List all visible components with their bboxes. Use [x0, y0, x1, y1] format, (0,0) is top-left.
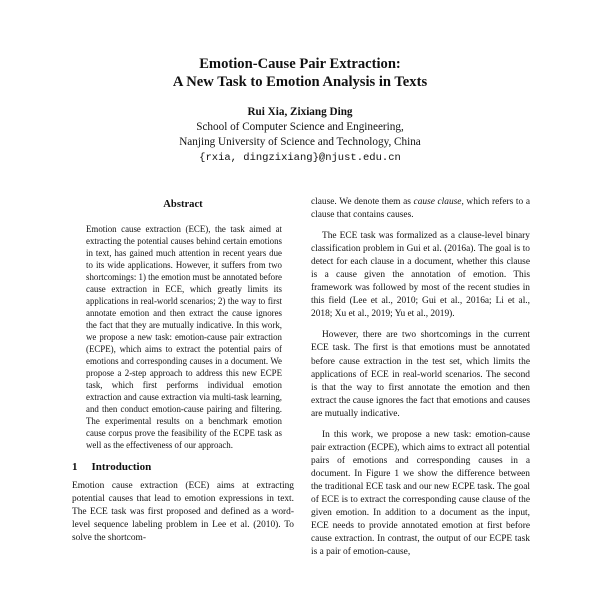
body-paragraph-2: The ECE task was formalized as a clause-level binary classification problem in Gui et al. (2016a). The goal is to detect for each clause in a document, whether this clause is a cause given the annotation of emotion. This framework was followed by most of the recent studies in this field (Lee et al., 2010; Gui et al., 2016a; Li et al., 2018; Xu et al., 2019; Yu et al., 2019).	[311, 231, 530, 320]
affiliation-line-2: Nanjing University of Science and Technology, China	[179, 136, 421, 149]
right-column	[311, 196, 530, 567]
affiliation-line-1: School of Computer Science and Engineering,	[196, 121, 404, 134]
paper-title-line-1: Emotion-Cause Pair Extraction:	[199, 56, 401, 72]
cause-clause-term: cause clause	[413, 197, 462, 207]
body-paragraph-1	[311, 196, 530, 222]
section-title: Introduction	[91, 461, 152, 474]
para1-text-before: clause. We denote them as	[311, 197, 414, 207]
abstract-heading: Abstract	[163, 199, 203, 210]
body-paragraph-4: In this work, we propose a new task: emotion-cause pair extraction (ECPE), which aims to extract all potential pairs of emotions and corresponding causes in a document. In Figure 1 we show the difference between the traditional ECE task and our new ECPE task. The goal of ECE is to extract the corresponding cause clause of the given emotion. In addition to a document as the input, ECE needs to provide annotated emotion at first before cause extraction. In contrast, the output of our ECPE task is a pair of emotion-cause,	[311, 429, 530, 558]
abstract-text: Emotion cause extraction (ECE), the task aimed at extracting the potential causes behind certain emotions in text, has gained much attention in recent years due to its wide applications. However, it suffers from two shortcomings: 1) the emotion must be annotated before cause extraction in ECE, which greatly limits its applications in real-world scenarios; 2) the way to first annotate emotion and then extract the cause ignores the fact that they are mutually indicative. In this work, we propose a new task: emotion-cause pair extraction (ECPE), which aims to extract the potential pairs of emotions and corresponding causes in a document. We propose a 2-step approach to address this new ECPE task, which first performs individual emotion extraction and cause extraction via multi-task learning, and then conduct emotion-cause pairing and filtering. The experimental results on a benchmark emotion cause corpus prove the feasibility of the ECPE task as well as the effectiveness of our approach.	[86, 224, 282, 451]
body-paragraph-3: However, there are two shortcomings in the current ECE task. The first is that emotions must be annotated before cause extraction in the test set, which limits the applications of ECE in real-world scenarios. The second is that the way to first annotate the emotion and then extract the cause ignores the fact that emotions and causes are mutually indicative.	[311, 330, 530, 419]
section-heading-introduction	[72, 461, 294, 474]
section-number: 1	[72, 461, 78, 474]
left-column	[72, 198, 294, 545]
author-email: {rxia, dingzixiang}@njust.edu.cn	[199, 151, 401, 164]
para1-text-after: , which refers to a clause that contains causes.	[311, 197, 530, 221]
introduction-paragraph: Emotion cause extraction (ECE) aims at extracting potential causes that lead to emotion expressions in text. The ECE task was first proposed and defined as a word-level sequence labeling problem in Lee et al. (2010). To solve the shortcom-	[72, 481, 294, 544]
title-block	[60, 56, 540, 91]
author-names: Rui Xia, Zixiang Ding	[247, 106, 353, 118]
paper-title-line-2: A New Task to Emotion Analysis in Texts	[172, 73, 428, 90]
author-block	[60, 105, 540, 166]
